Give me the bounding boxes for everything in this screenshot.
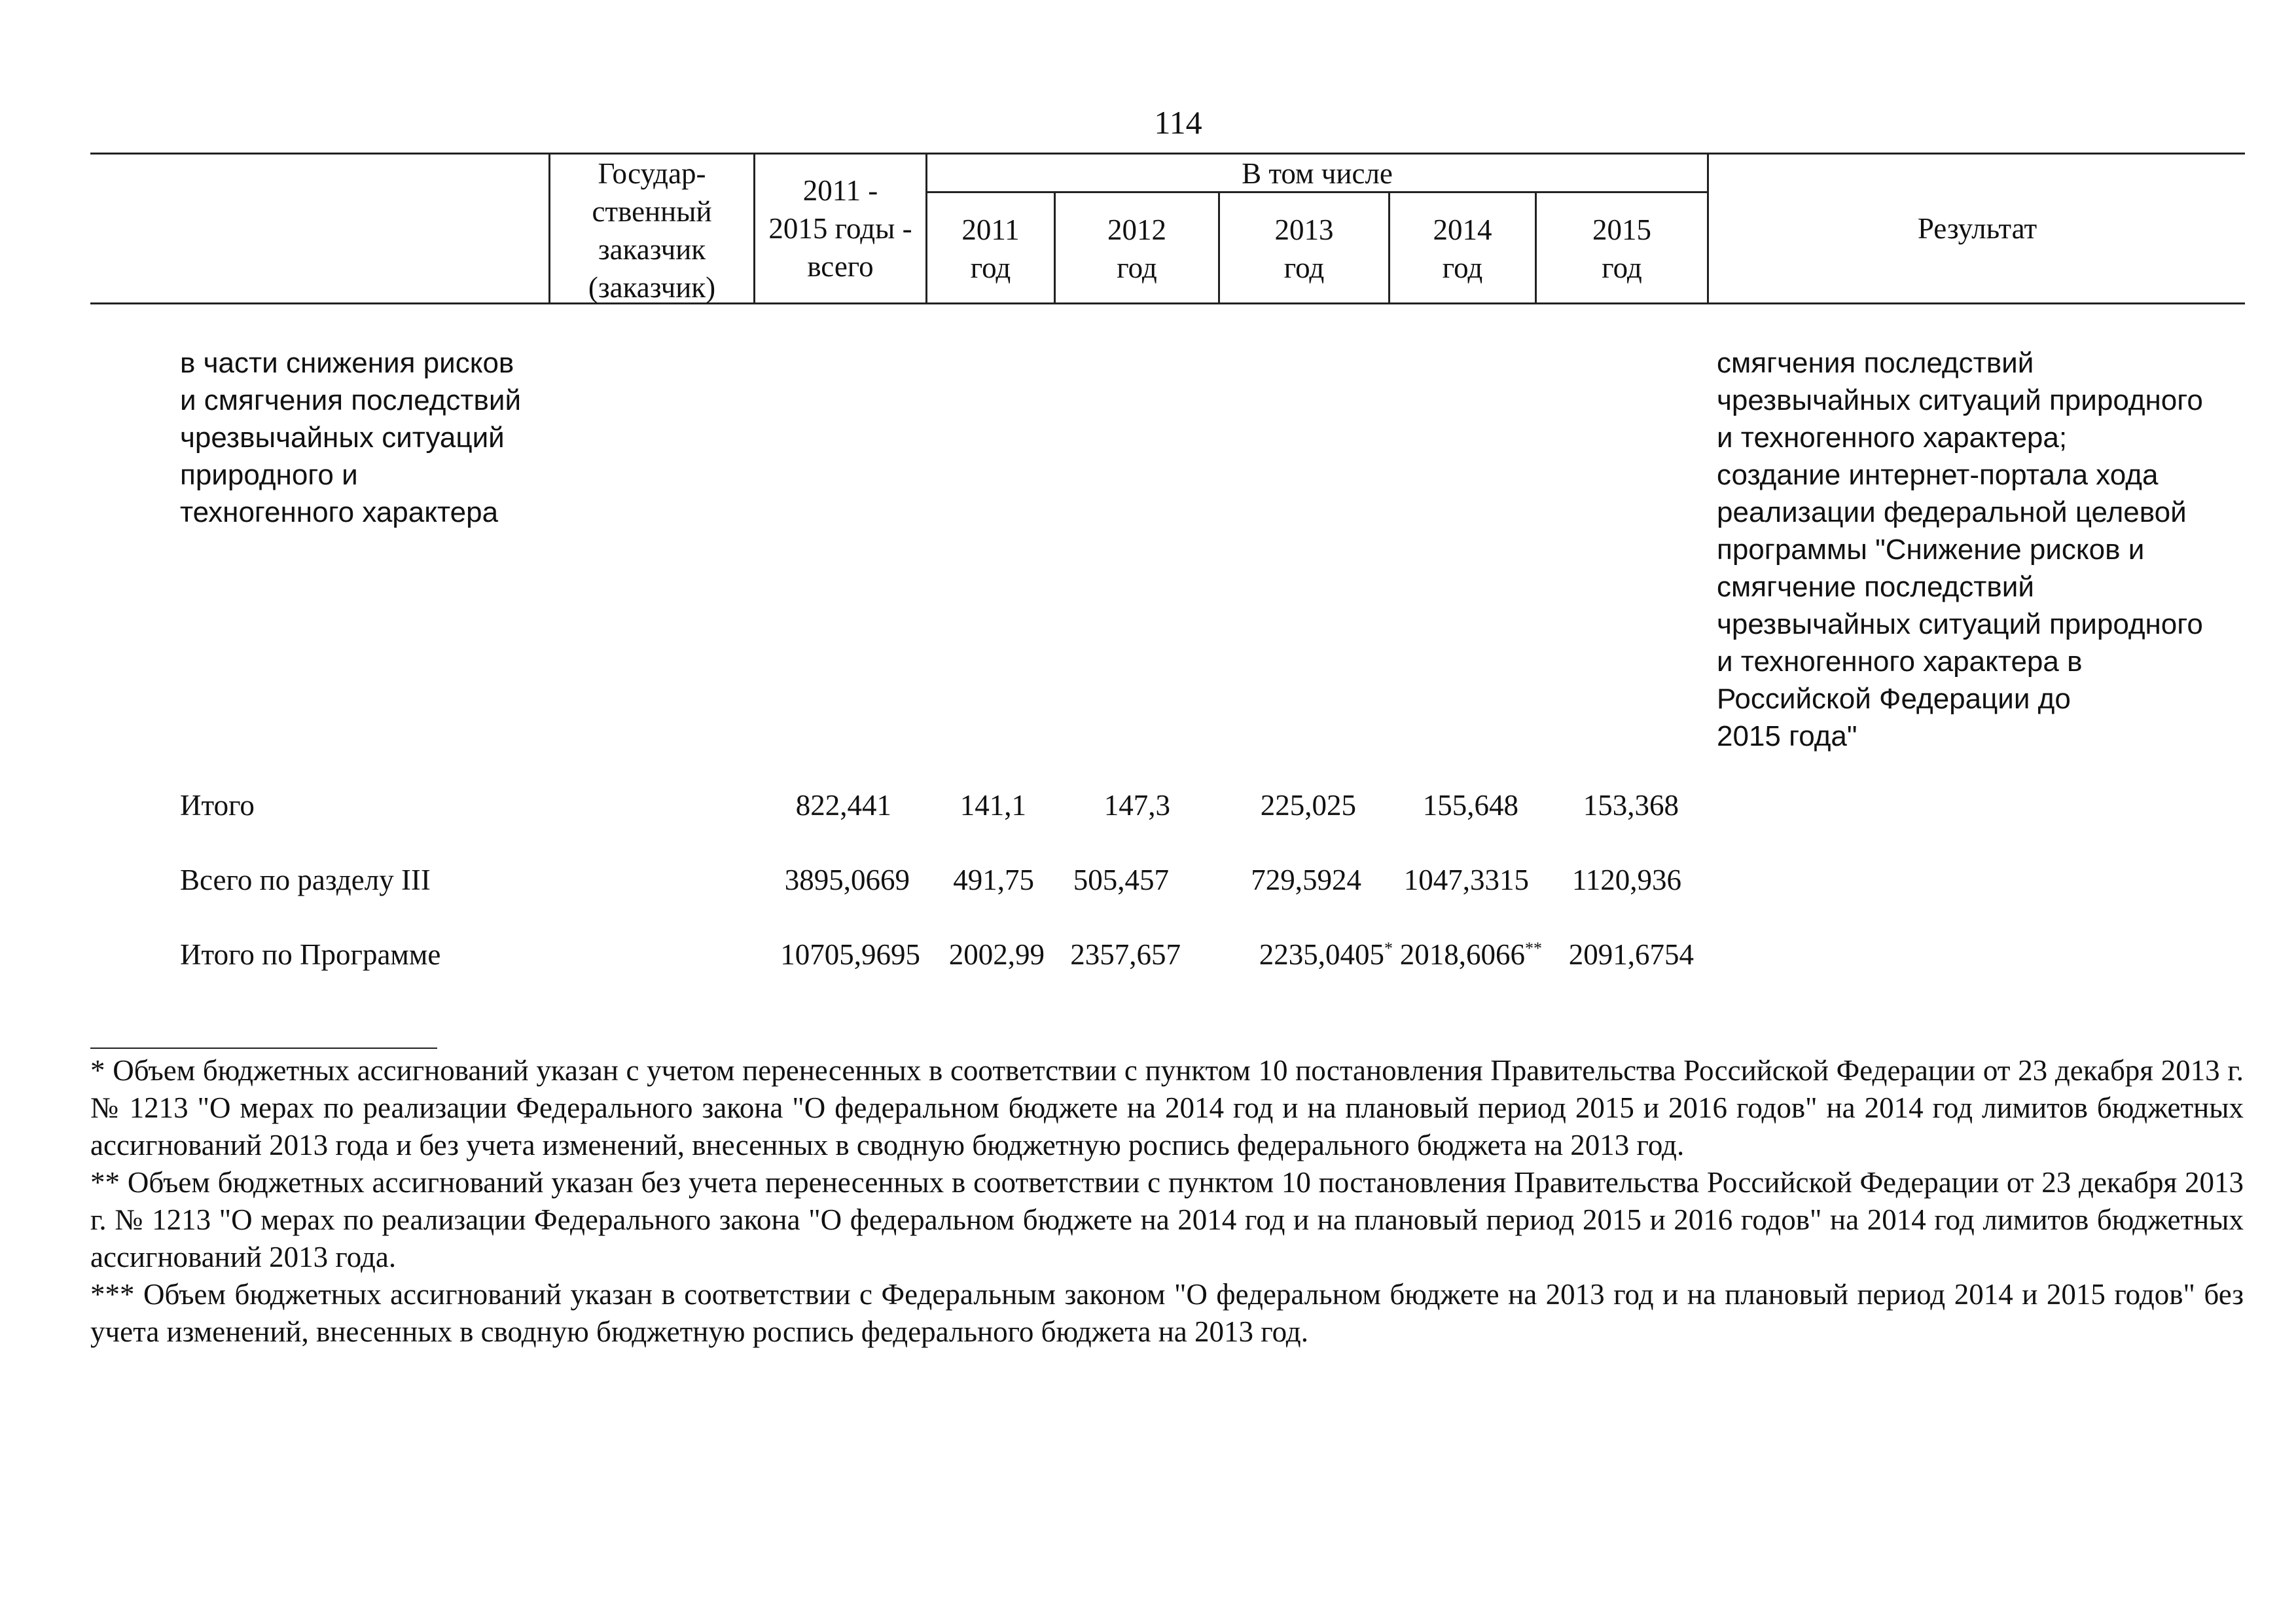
footnote: * Объем бюджетных ассигнований указан с учетом перенесенных в соответствии с пунктом 10 постановления Правительства Российской Федерации от 23 декабря 2013 г. № 1213 "О мерах по реализации Федерального закона "О федеральном бюджете на 2014 год и на плановый период 2015 и 2016 годов" на 2014 год лимитов бюджетных ассигнований 2013 года и без учета изменений, внесенных в сводную бюджетную роспись федерального бюджета на 2013 год.	[90, 1054, 2244, 1161]
header-year-unit: год	[1602, 251, 1642, 284]
cell-value: 2018,6066	[1399, 938, 1525, 971]
header-year-unit: год	[1442, 251, 1483, 284]
header-total	[755, 172, 925, 285]
header-year-2011	[927, 211, 1054, 287]
cell-value: 2235,0405	[1259, 938, 1384, 971]
row-label: Итого	[180, 789, 255, 822]
header-result: Результат	[1917, 212, 2037, 245]
result-line: и техногенного характера;	[1717, 422, 2068, 454]
footnote-marker: **	[1525, 939, 1542, 958]
cell-value: 155,648	[1422, 789, 1518, 822]
cell-2015: 1120,936	[1571, 864, 1681, 896]
header-year-2014	[1390, 211, 1535, 287]
cell-2011: 491,75	[953, 864, 1034, 896]
cell-2013	[1261, 788, 1356, 822]
description-line: чрезвычайных ситуаций	[180, 422, 505, 454]
result-line: программы "Снижение рисков и	[1717, 534, 2145, 566]
cell-2015: 153,368	[1583, 789, 1679, 822]
header-total-line: 2015 годы -	[768, 212, 912, 245]
cell-2014	[1423, 788, 1518, 822]
header-customer-line: заказчик	[598, 233, 706, 266]
cell-total: 10705,9695	[780, 938, 920, 971]
header-year-2015	[1537, 211, 1707, 287]
header-customer	[550, 155, 753, 306]
header-total-line: всего	[807, 250, 874, 283]
result-line: чрезвычайных ситуаций природного	[1717, 384, 2203, 416]
result-line: Российской Федерации до	[1717, 683, 2071, 715]
description-line: техногенного характера	[180, 496, 499, 528]
cell-2014	[1404, 863, 1529, 897]
header-customer-line: (заказчик)	[588, 271, 716, 304]
cell-2012: 505,457	[1073, 864, 1169, 896]
footnote: *** Объем бюджетных ассигнований указан в соответствии с Федеральным законом "О федеральном бюджете на 2013 год и на плановый период 2014 и 2015 годов" без учета изменений, внесенных в сводную бюджетную роспись федерального бюджета на 2013 год.	[90, 1278, 2244, 1348]
header-year: 2011	[961, 213, 1020, 246]
cell-value: 225,025	[1260, 789, 1356, 822]
header-customer-line: Государ-	[598, 157, 706, 190]
header-year-2013	[1220, 211, 1388, 287]
header-year-2012	[1056, 211, 1218, 287]
cell-2015: 2091,6754	[1568, 938, 1694, 971]
header-year-unit: год	[1283, 251, 1325, 284]
footnotes	[90, 1052, 2244, 1351]
row-label: Итого по Программе	[180, 938, 441, 971]
result-line: и техногенного характера в	[1717, 646, 2083, 678]
header-year: 2013	[1274, 213, 1334, 246]
result-line: 2015 года"	[1717, 720, 1857, 752]
header-customer-line: ственный	[592, 195, 712, 228]
header-year: 2012	[1107, 213, 1166, 246]
cell-2012: 147,3	[1103, 789, 1170, 822]
cell-2012: 2357,657	[1070, 938, 1181, 971]
result-line: реализации федеральной целевой	[1717, 496, 2187, 528]
cell-total: 3895,0669	[784, 864, 910, 896]
cell-value: 729,5924	[1251, 864, 1361, 896]
header-year: 2015	[1592, 213, 1651, 246]
result-line: создание интернет-портала хода	[1717, 459, 2159, 491]
table-header-bottom-rule	[90, 302, 2245, 304]
cell-2013	[1259, 938, 1393, 972]
row-label: Всего по разделу III	[180, 864, 431, 896]
cell-2011: 141,1	[960, 789, 1026, 822]
cell-2011: 2002,99	[948, 938, 1045, 971]
cell-2014	[1400, 938, 1542, 972]
page-number: 114	[1154, 104, 1202, 141]
description-line: природного и	[180, 459, 358, 491]
header-including: В том числе	[1242, 157, 1393, 190]
result-text	[1717, 344, 2280, 755]
cell-total: 822,441	[795, 789, 891, 822]
cell-2013	[1251, 863, 1361, 897]
header-year: 2014	[1433, 213, 1492, 246]
result-line: чрезвычайных ситуаций природного	[1717, 608, 2203, 640]
footnote: ** Объем бюджетных ассигнований указан без учета перенесенных в соответствии с пунктом 10 постановления Правительства Российской Федерации от 23 декабря 2013 г. № 1213 "О мерах по реализации Федерального закона "О федеральном бюджете на 2014 год и на плановый период 2015 и 2016 годов" на 2014 год лимитов бюджетных ассигнований 2013 года.	[90, 1166, 2244, 1273]
header-total-line: 2011 -	[802, 174, 878, 207]
header-year-unit: год	[1117, 251, 1157, 284]
result-line: смягчение последствий	[1717, 571, 2034, 603]
activity-description	[180, 344, 586, 531]
header-year-unit: год	[970, 251, 1011, 284]
result-line: смягчения последствий	[1717, 347, 2034, 379]
footnote-marker: *	[1384, 939, 1393, 958]
footnote-separator	[90, 1048, 437, 1049]
description-line: и смягчения последствий	[180, 384, 522, 416]
cell-value: 1047,3315	[1403, 864, 1529, 896]
description-line: в части снижения рисков	[180, 347, 514, 379]
